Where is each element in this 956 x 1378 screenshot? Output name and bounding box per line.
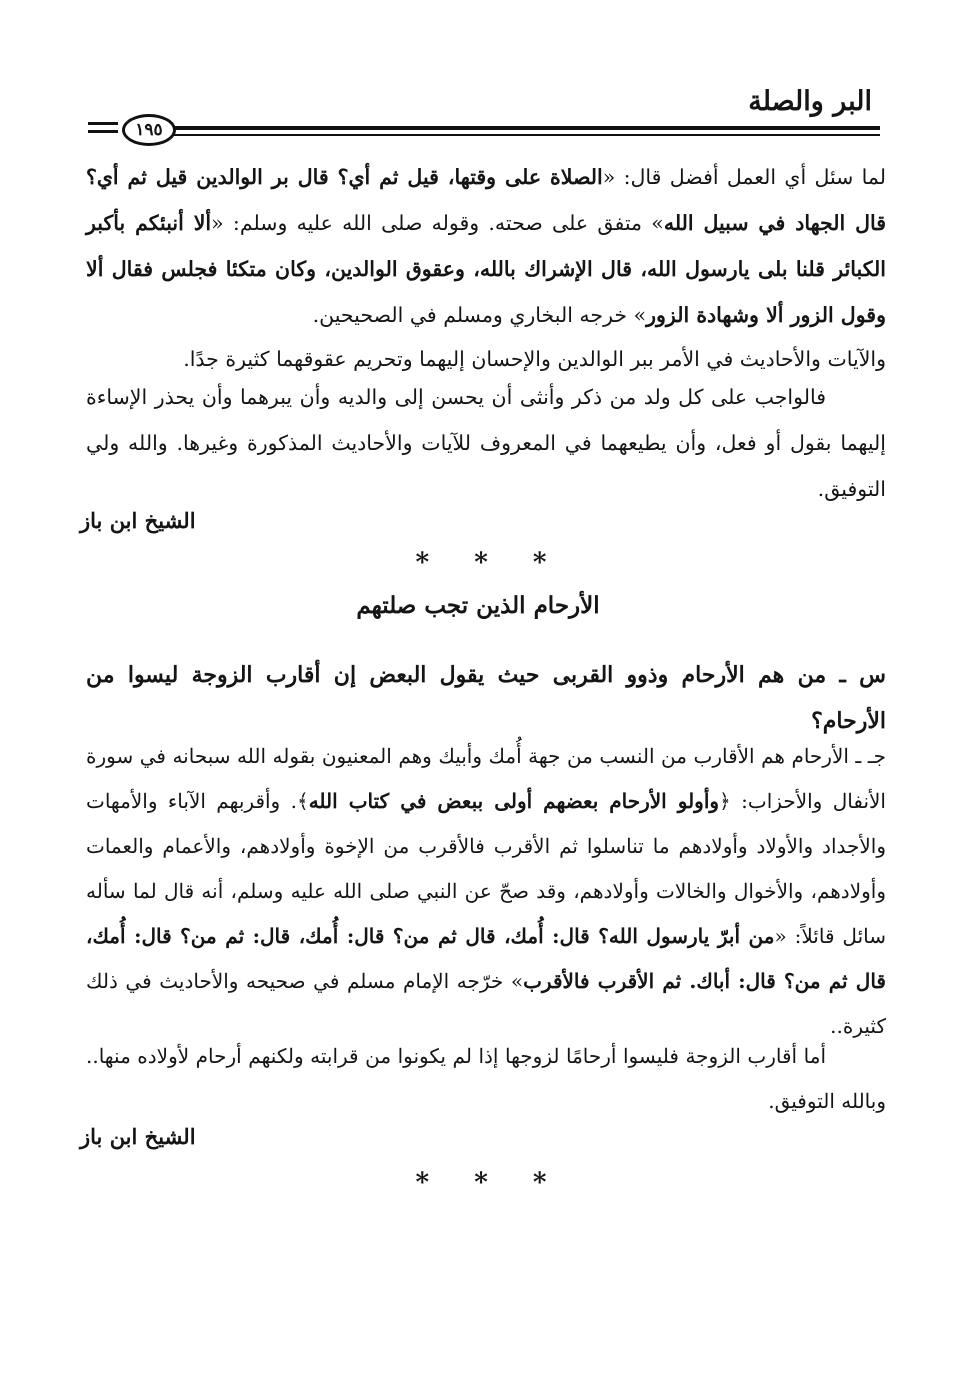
page-header xyxy=(88,86,880,146)
paragraph-wife-relatives: أما أقارب الزوجة فليسوا أرحامًا لزوجها إذا لم يكونوا من قرابته ولكنهم أرحام لأولاده منها.. وبالله التوفيق. xyxy=(86,1044,886,1113)
quran-verse: وأولو الأرحام بعضهم أولى ببعض في كتاب الله xyxy=(308,789,720,813)
question: س ـ من هم الأرحام وذوو القربى حيث يقول البعض إن أقارب الزوجة ليسوا من الأرحام؟ xyxy=(86,662,886,734)
answer-paragraph xyxy=(86,734,886,1049)
page-number: ١٩٥ xyxy=(122,114,176,146)
paragraph-obligation: فالواجب على كل ولد من ذكر وأنثى أن يحسن إلى والديه وأن يبرهما وأن يحذر الإساءة إليهما بقول أو فعل، وأن يطيعهما في المعروف للآيات والأحاديث المذكورة وغيرها. والله ولي التوفيق. xyxy=(86,385,886,501)
signature-ibn-baz-2: الشيخ ابن باز xyxy=(80,1124,196,1149)
paragraph-hadith-middle: » متفق على صحته. وقوله صلى الله عليه وسلم: « xyxy=(211,211,664,235)
hadith-quote-kinship: من أبرّ يارسول الله؟ قال: أُمك، قال ثم من؟ قال: أُمك، قال: ثم من؟ قال: أُمك، قال ثم من؟ قال: أباك. ثم الأقرب فالأقرب xyxy=(86,924,886,993)
header-rule-thick xyxy=(174,126,880,130)
header-rule-left-bottom xyxy=(88,130,118,133)
paragraph-verses: والآيات والأحاديث في الأمر ببر الوالدين والإحسان إليهما وتحريم عقوقهما كثيرة جدًا. xyxy=(183,347,886,371)
section-separator: * * * xyxy=(415,548,565,578)
end-separator: * * * xyxy=(415,1168,565,1198)
answer-intro: جـ ـ الأرحام هم الأقارب من النسب من جهة أُمك وأبيك وهم المعنيون بقوله الله سبحانه في سورة الأنفال والأحزاب: ﴿ xyxy=(86,744,886,813)
answer-source: » خرّجه الإمام مسلم في صحيحه والأحاديث في ذلك كثيرة.. xyxy=(86,969,886,1038)
section-title: الأرحام الذين تجب صلتهم xyxy=(356,592,600,619)
hadith-quote-major-sins: ألا أنبئكم بأكبر الكبائر قلنا بلى يارسول الله، قال الإشراك بالله، وعقوق الوالدين، وكان متكئا فجلس فقال ألا وقول الزور ألا وشهادة الزور xyxy=(86,211,886,327)
signature-ibn-baz: الشيخ ابن باز xyxy=(80,508,196,533)
header-rule-thin xyxy=(174,134,880,136)
paragraph-hadith xyxy=(86,154,886,338)
paragraph-hadith-intro: لما سئل أي العمل أفضل قال: « xyxy=(602,165,887,189)
header-rule-left-top xyxy=(88,122,118,125)
hadith-quote-prayer: الصلاة على وقتها، قيل ثم أي؟ قال بر الوالدين قيل ثم أي؟ قال الجهاد في سبيل الله xyxy=(86,165,887,235)
running-title: البر والصلة xyxy=(748,86,872,117)
paragraph-hadith-source: » خرجه البخاري ومسلم في الصحيحين. xyxy=(312,303,647,327)
answer-middle: ﴾. وأقربهم الآباء والأمهات والأجداد والأولاد وأولادهم ما تناسلوا ثم الأقرب فالأقرب من الإخوة وأولادهم، والأعمام والعمات وأولادهم، والأخوال والخالات وأولادهم، وقد صحّ عن النبي صلى الله عليه وسلم، أنه قال لما سأله سائل قائلاً: « xyxy=(86,789,886,948)
